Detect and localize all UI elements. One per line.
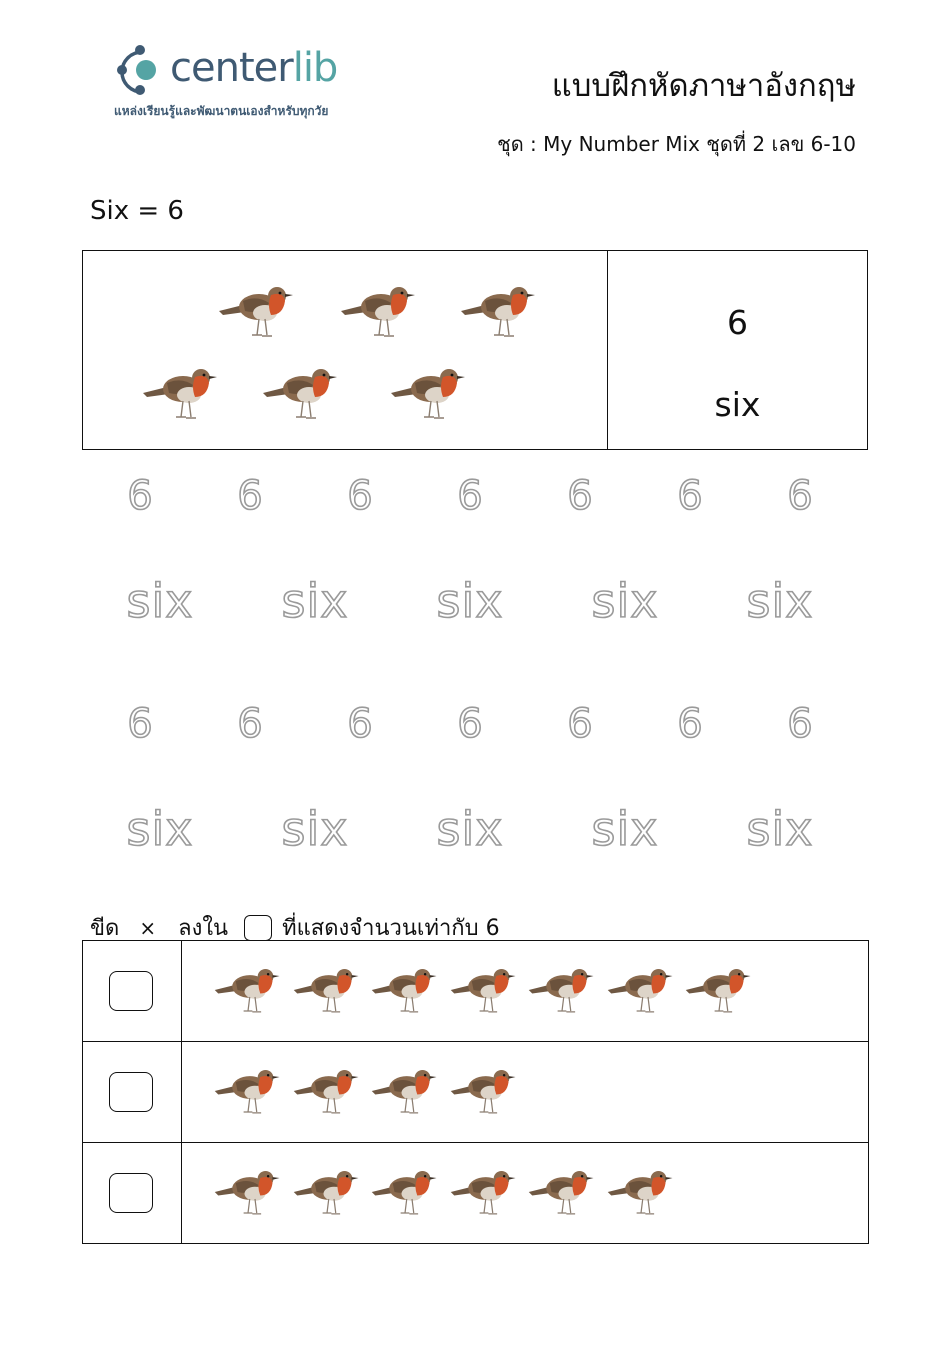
robin-bird-icon — [606, 1165, 676, 1219]
answer-checkbox[interactable] — [109, 1072, 153, 1112]
trace-digit: 6 — [457, 473, 483, 519]
robin-bird-icon — [213, 963, 283, 1017]
trace-digit: 6 — [677, 701, 703, 747]
logo-wordmark: centerlib — [170, 45, 338, 91]
intro-box — [82, 250, 868, 450]
robin-bird-icon — [292, 963, 362, 1017]
trace-digit: 6 — [787, 701, 813, 747]
trace-word: six — [436, 574, 504, 628]
centerlib-logo — [112, 42, 382, 122]
worksheet-title: แบบฝึกหัดภาษาอังกฤษ — [551, 68, 856, 104]
trace-digit: 6 — [787, 473, 813, 519]
robin-bird-icon — [213, 1064, 283, 1118]
cross-mark-icon: × — [139, 915, 157, 940]
robin-bird-icon — [459, 281, 539, 341]
logo-tagline: แหล่งเรียนรู้และพัฒนาตนเองสำหรับทุกวัย — [114, 104, 329, 118]
trace-digit: 6 — [567, 473, 593, 519]
trace-digit: 6 — [347, 473, 373, 519]
robin-bird-icon — [606, 963, 676, 1017]
choice-table — [82, 940, 869, 1244]
intro-answer-panel — [608, 251, 867, 449]
trace-digit: 6 — [127, 701, 153, 747]
logo-mark-icon — [112, 44, 172, 96]
robin-bird-icon — [141, 363, 221, 423]
choice-checkbox-cell — [83, 1042, 182, 1142]
trace-digit: 6 — [127, 473, 153, 519]
number-digit: 6 — [727, 303, 748, 342]
choice-bird-group — [183, 1042, 868, 1142]
robin-bird-icon — [684, 963, 754, 1017]
trace-word: six — [281, 574, 349, 628]
trace-digit: 6 — [677, 473, 703, 519]
trace-word: six — [591, 574, 659, 628]
trace-word: six — [746, 574, 814, 628]
trace-word: six — [591, 802, 659, 856]
trace-digit: 6 — [237, 473, 263, 519]
robin-bird-icon — [527, 963, 597, 1017]
trace-digit: 6 — [237, 701, 263, 747]
trace-digit: 6 — [347, 701, 373, 747]
instruction-prefix: ขีด — [90, 916, 120, 941]
robin-bird-icon — [370, 1064, 440, 1118]
number-word: six — [714, 385, 761, 424]
choice-checkbox-cell — [83, 941, 182, 1041]
intro-bird-panel — [83, 251, 608, 449]
robin-bird-icon — [370, 1165, 440, 1219]
robin-bird-icon — [389, 363, 469, 423]
choice-checkbox-cell — [83, 1143, 182, 1244]
choice-bird-group — [183, 941, 868, 1041]
answer-checkbox[interactable] — [109, 1173, 153, 1213]
checkbox-icon — [244, 915, 272, 941]
trace-word: six — [126, 574, 194, 628]
robin-bird-icon — [527, 1165, 597, 1219]
trace-digit: 6 — [567, 701, 593, 747]
trace-word: six — [436, 802, 504, 856]
lesson-heading: Six = 6 — [90, 196, 184, 226]
robin-bird-icon — [339, 281, 419, 341]
trace-digit: 6 — [457, 701, 483, 747]
choice-row — [83, 1143, 868, 1244]
robin-bird-icon — [449, 963, 519, 1017]
robin-bird-icon — [370, 963, 440, 1017]
worksheet-subtitle: ชุด : My Number Mix ชุดที่ 2 เลข 6-10 — [497, 132, 856, 156]
instruction-middle: ลงใน — [178, 916, 229, 941]
robin-bird-icon — [449, 1064, 519, 1118]
robin-bird-icon — [217, 281, 297, 341]
trace-word: six — [126, 802, 194, 856]
trace-word: six — [746, 802, 814, 856]
instruction-suffix: ที่แสดงจำนวนเท่ากับ 6 — [282, 916, 500, 941]
choice-bird-group — [183, 1143, 868, 1244]
choice-row — [83, 1042, 868, 1143]
robin-bird-icon — [292, 1064, 362, 1118]
robin-bird-icon — [213, 1165, 283, 1219]
answer-checkbox[interactable] — [109, 971, 153, 1011]
robin-bird-icon — [261, 363, 341, 423]
choice-row — [83, 941, 868, 1042]
trace-word: six — [281, 802, 349, 856]
robin-bird-icon — [292, 1165, 362, 1219]
robin-bird-icon — [449, 1165, 519, 1219]
